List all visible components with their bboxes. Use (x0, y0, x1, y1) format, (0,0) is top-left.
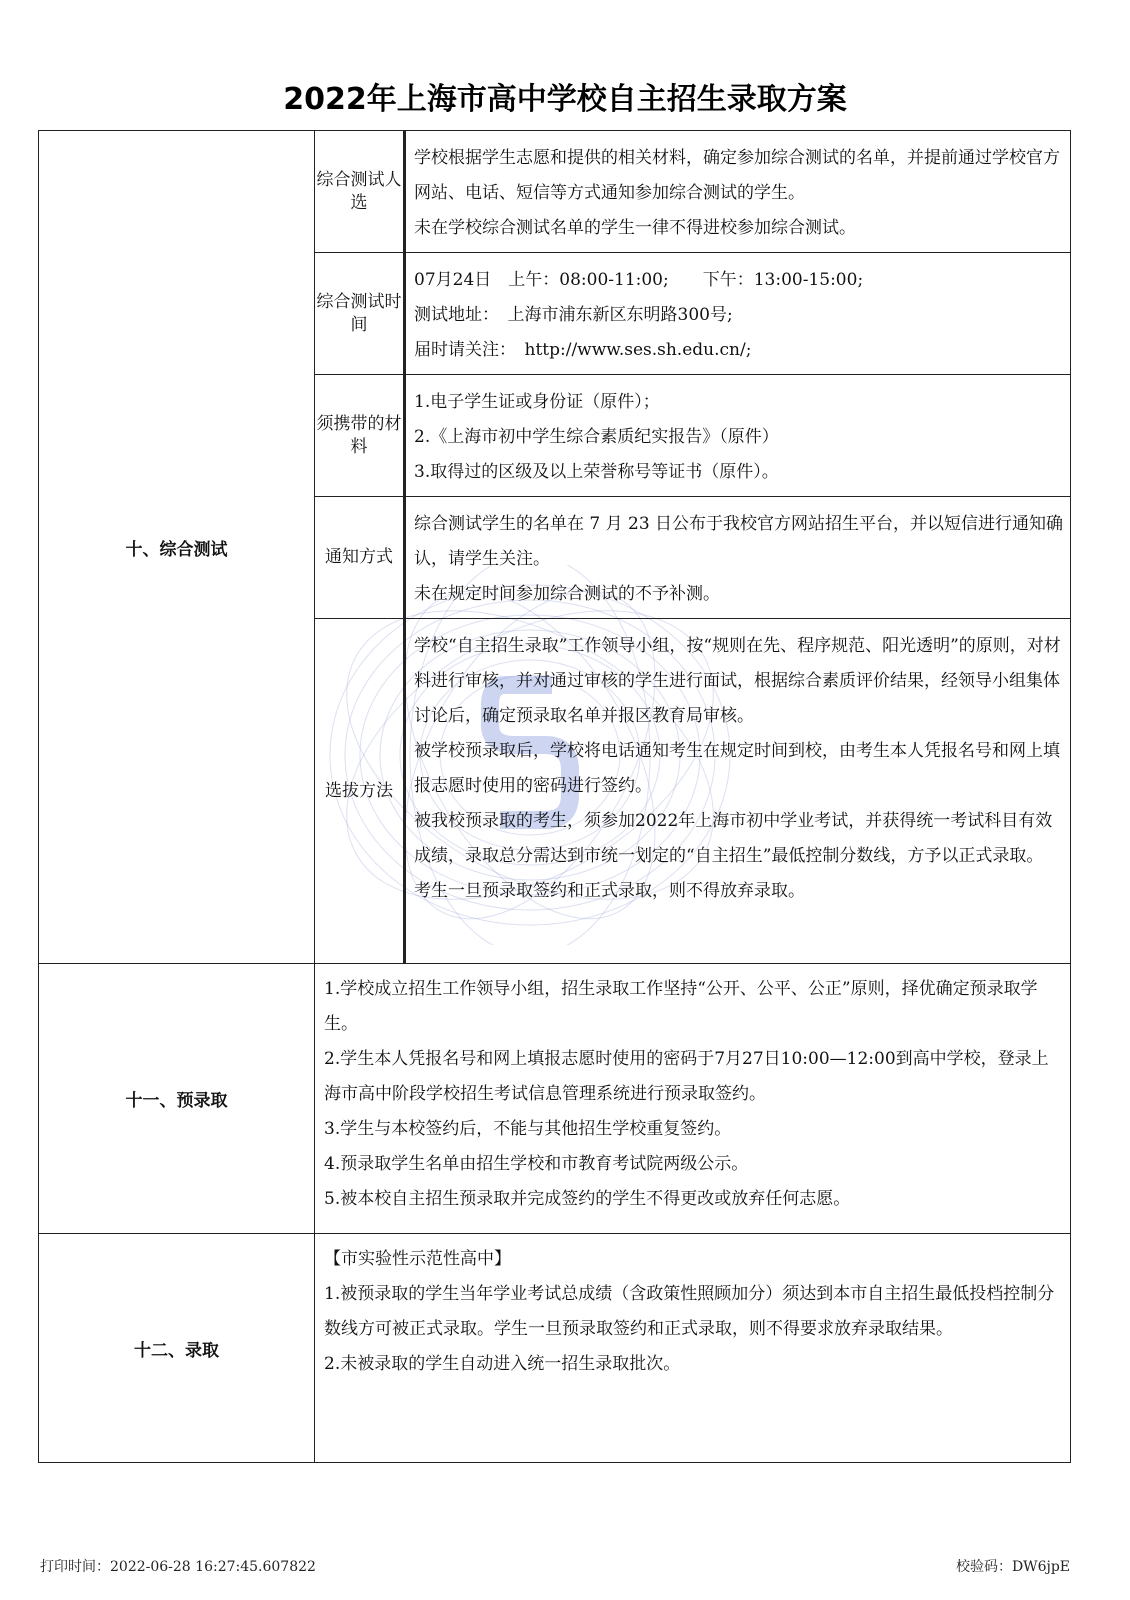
content-line: 1.电子学生证或身份证（原件）； (414, 392, 660, 412)
content-line: 3.学生与本校签约后，不能与其他招生学校重复签约。 (324, 1119, 732, 1139)
table-row (39, 1234, 1071, 1463)
content-line: 07月24日 上午：08:00-11:00; 下午：13:00-15:00; (414, 270, 864, 290)
row-content (315, 964, 1071, 1234)
content-line: 【市实验性示范性高中】 (324, 1249, 511, 1269)
content-line: 2.《上海市初中学生综合素质纪实报告》（原件） (414, 427, 779, 447)
admission-table (38, 130, 1071, 1463)
row-label: 通知方式 (315, 497, 405, 619)
content-line: 2.未被录取的学生自动进入统一招生录取批次。 (324, 1354, 681, 1374)
print-time: 打印时间：2022-06-28 16:27:45.607822 (40, 1559, 316, 1575)
table-row (39, 964, 1071, 1234)
verify-code: 校验码：DW6jpE (955, 1559, 1070, 1575)
row-content (315, 1234, 1071, 1463)
row-content (405, 619, 1071, 964)
row-content (405, 497, 1071, 619)
content-line: 学校“自主招生录取”工作领导小组，按“规则在先、程序规范、阳光透明”的原则，对材料进行审核，并对通过审核的学生进行面试，根据综合素质评价结果，经领导小组集体讨论后，确定预录取名单并报区教育局审核。 (414, 636, 1061, 726)
table-row (39, 131, 1071, 253)
row-label: 综合测试时间 (315, 253, 405, 375)
content-line: 届时请关注： http://www.ses.sh.edu.cn/; (414, 340, 752, 360)
content-line: 3.取得过的区级及以上荣誉称号等证书（原件）。 (414, 462, 779, 482)
content-line: 测试地址： 上海市浦东新区东明路300号; (414, 305, 733, 325)
content-line: 4.预录取学生名单由招生学校和市教育考试院两级公示。 (324, 1154, 749, 1174)
content-line: 1.被预录取的学生当年学业考试总成绩（含政策性照顾加分）须达到本市自主招生最低投档控制分数线方可被正式录取。学生一旦预录取签约和正式录取，则不得要求放弃录取结果。 (324, 1284, 1055, 1339)
content-line: 被学校预录取后，学校将电话通知考生在规定时间到校，由考生本人凭报名号和网上填报志愿时使用的密码进行签约。 (414, 741, 1060, 796)
content-line: 2.学生本人凭报名号和网上填报志愿时使用的密码于7月27日10:00—12:00到高中学校，登录上海市高中阶段学校招生考试信息管理系统进行预录取签约。 (324, 1049, 1049, 1104)
content-line: 未在规定时间参加综合测试的不予补测。 (414, 584, 720, 604)
row-content (405, 375, 1071, 497)
row-content (405, 131, 1071, 253)
section-title: 十二、录取 (39, 1234, 315, 1463)
row-label: 须携带的材料 (315, 375, 405, 497)
content-line: 5.被本校自主招生预录取并完成签约的学生不得更改或放弃任何志愿。 (324, 1189, 851, 1209)
section-title: 十、综合测试 (39, 131, 315, 964)
content-line: 学校根据学生志愿和提供的相关材料，确定参加综合测试的名单，并提前通过学校官方网站、电话、短信等方式通知参加综合测试的学生。 (414, 148, 1060, 203)
content-line: 未在学校综合测试名单的学生一律不得进校参加综合测试。 (414, 218, 856, 238)
row-label: 选拔方法 (315, 619, 405, 964)
content-line: 被我校预录取的考生，须参加2022年上海市初中学业考试，并获得统一考试科目有效成绩，录取总分需达到市统一划定的“自主招生”最低控制分数线，方予以正式录取。 (414, 811, 1053, 866)
row-label: 综合测试人选 (315, 131, 405, 253)
document-title: 2022年上海市高中学校自主招生录取方案 (283, 82, 847, 117)
content-line: 考生一旦预录取签约和正式录取，则不得放弃录取。 (414, 881, 805, 901)
section-title: 十一、预录取 (39, 964, 315, 1234)
content-line: 1.学校成立招生工作领导小组，招生录取工作坚持“公开、公平、公正”原则，择优确定预录取学生。 (324, 979, 1038, 1034)
content-line: 综合测试学生的名单在 7 月 23 日公布于我校官方网站招生平台，并以短信进行通知确认，请学生关注。 (414, 514, 1064, 569)
row-content (405, 253, 1071, 375)
